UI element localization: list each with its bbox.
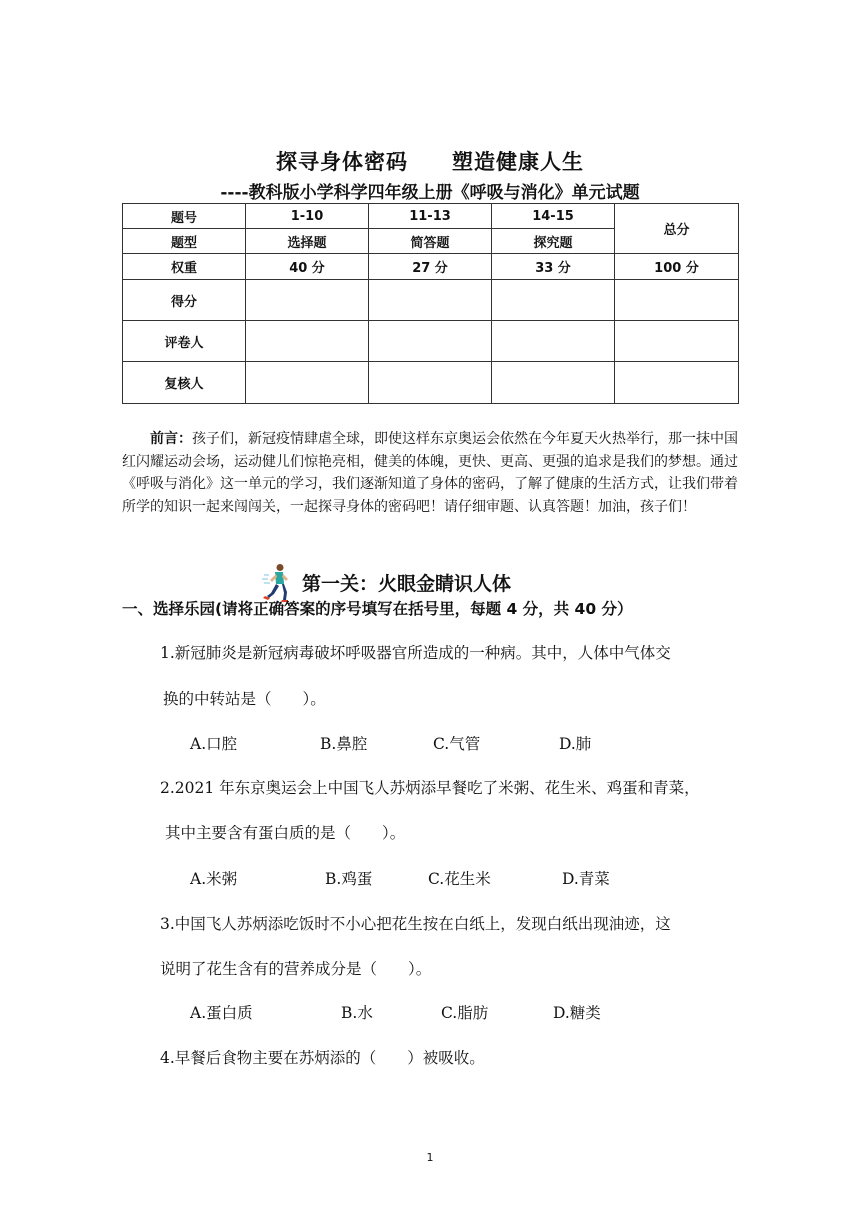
question-1-line-1: 1.新冠肺炎是新冠病毒破坏呼吸器官所造成的一种病。其中，人体中气体交 — [160, 644, 671, 662]
section-heading: 一、选择乐园(请将正确答案的序号填写在括号里，每题 4 分，共 40 分） — [122, 600, 633, 618]
score-cell[interactable] — [492, 280, 615, 321]
table-row — [123, 254, 739, 280]
question-2-line-2: 其中主要含有蛋白质的是（ ）。 — [165, 824, 406, 842]
document-title — [0, 146, 860, 176]
row-label-weight: 权重 — [123, 254, 246, 280]
cell-type-2: 简答题 — [369, 229, 492, 254]
cell-weight-total: 100 分 — [615, 254, 739, 280]
question-3-option-b[interactable]: B.水 — [341, 1004, 373, 1022]
question-2-option-b[interactable]: B.鸡蛋 — [325, 870, 373, 888]
question-3-line-2: 说明了花生含有的营养成分是（ ）。 — [160, 960, 432, 978]
grader-cell[interactable] — [246, 321, 369, 362]
intro-lead: 前言： — [150, 431, 192, 447]
level-title: 第一关：火眼金睛识人体 — [302, 573, 512, 595]
row-label-number: 题号 — [123, 204, 246, 229]
cell-number-2: 11-13 — [369, 204, 492, 229]
table-row — [123, 321, 739, 362]
reviewer-cell[interactable] — [615, 362, 739, 404]
question-2-option-d[interactable]: D.青菜 — [562, 870, 610, 888]
question-3-option-c[interactable]: C.脂肪 — [441, 1004, 489, 1022]
reviewer-cell[interactable] — [246, 362, 369, 404]
table-row — [123, 280, 739, 321]
intro-paragraph — [122, 428, 738, 518]
grader-cell[interactable] — [492, 321, 615, 362]
table-row — [123, 362, 739, 404]
question-3-line-1: 3.中国飞人苏炳添吃饭时不小心把花生按在白纸上，发现白纸出现油迹，这 — [160, 915, 671, 933]
cell-type-3: 探究题 — [492, 229, 615, 254]
cell-number-1: 1-10 — [246, 204, 369, 229]
cell-type-1: 选择题 — [246, 229, 369, 254]
reviewer-cell[interactable] — [369, 362, 492, 404]
cell-total-label: 总分 — [615, 204, 739, 254]
question-1-line-2: 换的中转站是（ ）。 — [163, 690, 326, 708]
table-row — [123, 204, 739, 229]
cell-weight-3: 33 分 — [492, 254, 615, 280]
question-2-option-c[interactable]: C.花生米 — [428, 870, 491, 888]
score-table — [122, 203, 739, 404]
page-number: 1 — [426, 1151, 434, 1164]
row-label-type: 题型 — [123, 229, 246, 254]
grader-cell[interactable] — [369, 321, 492, 362]
row-label-reviewer: 复核人 — [123, 362, 246, 404]
document-subtitle: ----教科版小学科学四年级上册《呼吸与消化》单元试题 — [220, 183, 640, 203]
score-cell[interactable] — [615, 280, 739, 321]
intro-text: 孩子们，新冠疫情肆虐全球，即使这样东京奥运会依然在今年夏天火热举行，那一抹中国红闪耀运动会场，运动健儿们惊艳亮相，健美的体魄，更快、更高、更强的追求是我们的梦想。通过《呼吸与消化》这一单元的学习，我们逐渐知道了身体的密码，了解了健康的生活方式，让我们带着所学的知识一起来闯闯关，一起探寻身体的密码吧！请仔细审题、认真答题！加油，孩子们！ — [122, 431, 738, 515]
question-1-option-c[interactable]: C.气管 — [433, 735, 481, 753]
cell-weight-2: 27 分 — [369, 254, 492, 280]
title-part-1: 探寻身体密码 — [276, 150, 408, 174]
row-label-score: 得分 — [123, 280, 246, 321]
question-3-option-d[interactable]: D.糖类 — [553, 1004, 601, 1022]
question-2-line-1: 2.2021 年东京奥运会上中国飞人苏炳添早餐吃了米粥、花生米、鸡蛋和青菜， — [160, 779, 700, 797]
cell-number-3: 14-15 — [492, 204, 615, 229]
question-1-option-a[interactable]: A.口腔 — [190, 735, 238, 753]
score-cell[interactable] — [246, 280, 369, 321]
question-2-option-a[interactable]: A.米粥 — [190, 870, 238, 888]
row-label-grader: 评卷人 — [123, 321, 246, 362]
question-1-option-b[interactable]: B.鼻腔 — [320, 735, 368, 753]
reviewer-cell[interactable] — [492, 362, 615, 404]
title-part-2: 塑造健康人生 — [452, 150, 584, 174]
question-1-option-d[interactable]: D.肺 — [559, 735, 592, 753]
question-3-option-a[interactable]: A.蛋白质 — [190, 1004, 253, 1022]
cell-weight-1: 40 分 — [246, 254, 369, 280]
question-4-line-1: 4.早餐后食物主要在苏炳添的（ ）被吸收。 — [160, 1049, 485, 1067]
score-cell[interactable] — [369, 280, 492, 321]
grader-cell[interactable] — [615, 321, 739, 362]
